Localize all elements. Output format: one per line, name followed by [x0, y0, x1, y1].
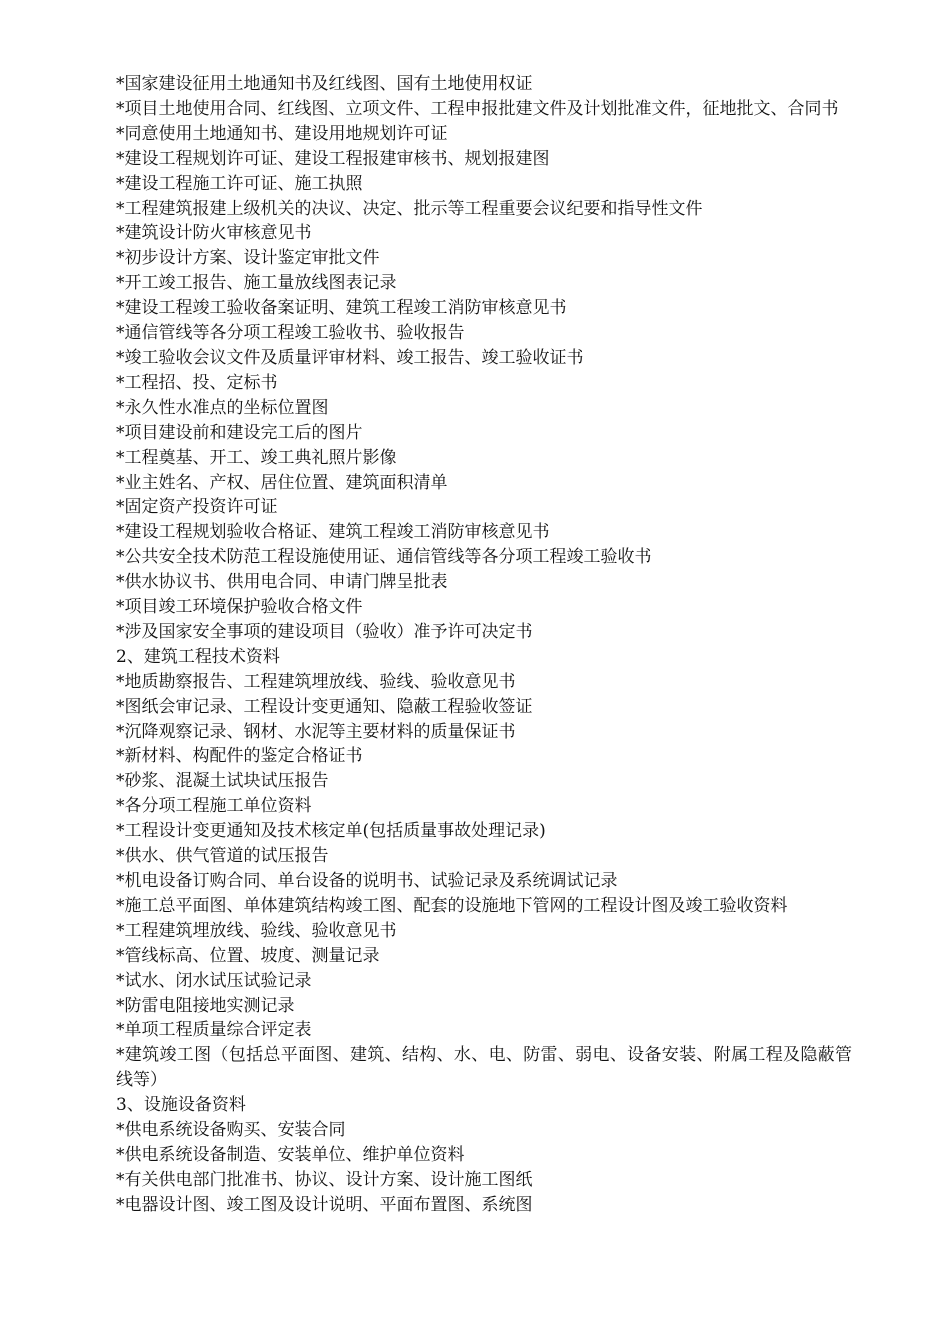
list-item: *项目竣工环境保护验收合格文件: [116, 597, 363, 618]
list-item: *初步设计方案、设计鉴定审批文件: [116, 248, 380, 269]
list-item: *机电设备订购合同、单台设备的说明书、试验记录及系统调试记录: [116, 871, 618, 891]
list-item: *国家建设征用土地通知书及红线图、国有土地使用权证: [116, 74, 533, 94]
list-item: *管线标高、位置、坡度、测量记录: [116, 945, 380, 966]
list-item: *项目土地使用合同、红线图、立项文件、工程申报批建文件及计划批准文件，征地批文、合同书: [116, 98, 839, 119]
section-heading: 3、设施设备资料: [116, 1095, 246, 1116]
list-item: *有关供电部门批准书、协议、设计方案、设计施工图纸: [116, 1169, 533, 1190]
list-item: *建设工程规划许可证、建设工程报建审核书、规划报建图: [116, 148, 550, 169]
list-item: *工程设计变更通知及技术核定单(包括质量事故处理记录): [116, 821, 546, 842]
list-item: *工程建筑埋放线、验线、验收意见书: [116, 920, 397, 941]
list-item: *建筑竣工图（包括总平面图、建筑、结构、水、电、防雷、弱电、设备安装、附属工程及隐蔽管线等）: [116, 1045, 852, 1091]
list-item: *图纸会审记录、工程设计变更通知、隐蔽工程验收签证: [116, 696, 533, 717]
list-item: *防雷电阻接地实测记录: [116, 995, 295, 1016]
list-item: *建设工程竣工验收备案证明、建筑工程竣工消防审核意见书: [116, 298, 567, 319]
list-item: *供水协议书、供用电合同、申请门牌呈批表: [116, 572, 448, 593]
list-item: *建设工程施工许可证、施工执照: [116, 173, 363, 194]
list-item: *地质勘察报告、工程建筑埋放线、验线、验收意见书: [116, 671, 516, 692]
list-item: *永久性水准点的坐标位置图: [116, 397, 329, 418]
list-item: *各分项工程施工单位资料: [116, 796, 312, 817]
list-item: *沉降观察记录、钢材、水泥等主要材料的质量保证书: [116, 721, 516, 742]
list-item: *同意使用土地通知书、建设用地规划许可证: [116, 123, 448, 144]
list-item: *业主姓名、产权、居住位置、建筑面积清单: [116, 472, 448, 493]
list-item: *竣工验收会议文件及质量评审材料、竣工报告、竣工验收证书: [116, 347, 584, 368]
list-item: *单项工程质量综合评定表: [116, 1020, 312, 1041]
list-item: *项目建设前和建设完工后的图片: [116, 422, 363, 443]
document-body: [116, 72, 852, 1218]
list-item: *公共安全技术防范工程设施使用证、通信管线等各分项工程竣工验收书: [116, 547, 652, 568]
list-item: *固定资产投资许可证: [116, 497, 278, 518]
list-item: *供电系统设备制造、安装单位、维护单位资料: [116, 1144, 465, 1165]
list-item: *电器设计图、竣工图及设计说明、平面布置图、系统图: [116, 1194, 533, 1215]
list-item: *砂浆、混凝土试块试压报告: [116, 771, 329, 792]
section-heading: 2、建筑工程技术资料: [116, 646, 280, 667]
list-item: *开工竣工报告、施工量放线图表记录: [116, 273, 397, 294]
list-item: *涉及国家安全事项的建设项目（验收）准予许可决定书: [116, 621, 533, 642]
list-item: *试水、闭水试压试验记录: [116, 970, 312, 991]
list-item: *施工总平面图、单体建筑结构竣工图、配套的设施地下管网的工程设计图及竣工验收资料: [116, 895, 788, 916]
list-item: *建设工程规划验收合格证、建筑工程竣工消防审核意见书: [116, 522, 550, 543]
list-item: *工程奠基、开工、竣工典礼照片影像: [116, 447, 397, 468]
list-item: *新材料、构配件的鉴定合格证书: [116, 746, 363, 767]
list-item: *工程招、投、定标书: [116, 372, 278, 393]
list-item: *供电系统设备购买、安装合同: [116, 1120, 346, 1141]
list-item: *工程建筑报建上级机关的决议、决定、批示等工程重要会议纪要和指导性文件: [116, 198, 703, 219]
list-item: *建筑设计防火审核意见书: [116, 223, 312, 244]
list-item: *供水、供气管道的试压报告: [116, 846, 329, 867]
list-item: *通信管线等各分项工程竣工验收书、验收报告: [116, 323, 465, 344]
